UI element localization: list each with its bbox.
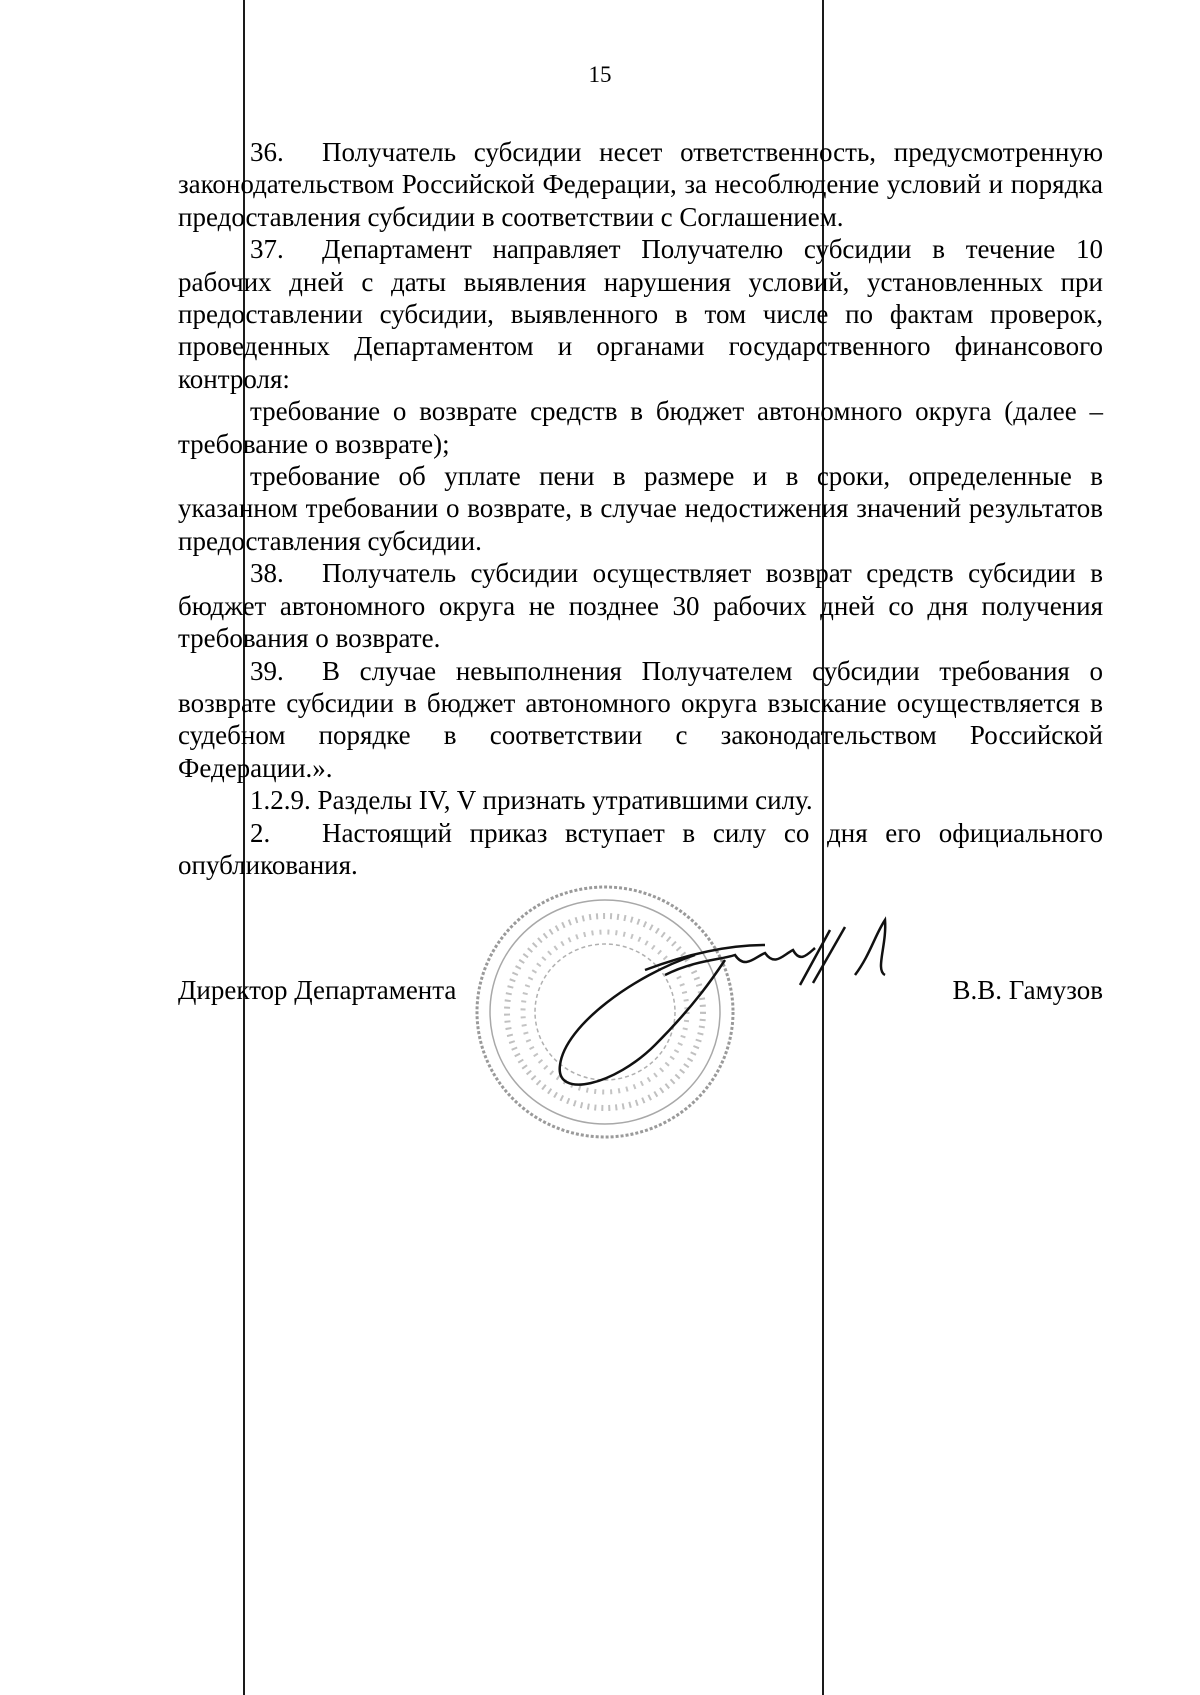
handwritten-signature: [545, 915, 925, 1105]
signatory-position: Директор Департамента: [178, 975, 457, 1005]
page-number: 15: [588, 62, 612, 87]
paragraph-39: [178, 655, 1103, 785]
paragraph-text: требование об уплате пени в размере и в сроки, определенные в указанном требовании о возврате, в случае недостижения значений результатов предоставления субсидии.: [178, 461, 1103, 556]
paragraph-text: Настоящий приказ вступает в силу со дня его официального опубликования.: [178, 817, 1103, 880]
paragraph-number: 2.: [250, 817, 271, 848]
paragraph-1-2-9: [178, 784, 1103, 816]
paragraph-2: [178, 817, 1103, 882]
paragraph-text: Получатель субсидии несет ответственность, предусмотренную законодательством Российской Федерации, за несоблюдение условий и порядка предоставления субсидии в соответствии с Соглашением.: [178, 137, 1103, 232]
paragraph-number: 38.: [250, 558, 284, 589]
paragraph-penalty-demand: [178, 460, 1103, 557]
document-body: [178, 136, 1103, 881]
paragraph-return-demand: [178, 395, 1103, 460]
paragraph-text: В случае невыполнения Получателем субсидии требования о возврате субсидии в бюджет автономного округа взыскание осуществляется в судебном порядке в соответствии с законодательством Российской Федерации.».: [178, 655, 1103, 783]
paragraph-text: Департамент направляет Получателю субсидии в течение 10 рабочих дней с даты выявления нарушения условий, установленных при предоставлении субсидии, выявленного в том числе по фактам проверок, проведенных Департаментом и органами государственного финансового контроля:: [178, 234, 1103, 394]
paragraph-number: 39.: [250, 655, 284, 686]
paragraph-number: 37.: [250, 234, 284, 265]
paragraph-text: требование о возврате средств в бюджет автономного округа (далее – требование о возврате);: [178, 396, 1103, 459]
paragraph-36: [178, 136, 1103, 233]
paragraph-38: [178, 557, 1103, 654]
paragraph-number: 36.: [250, 137, 284, 167]
paragraph-text: 1.2.9. Разделы IV, V признать утратившими силу.: [250, 785, 813, 816]
paragraph-text: Получатель субсидии осуществляет возврат средств субсидии в бюджет автономного округа не позднее 30 рабочих дней со дня получения требования о возврате.: [178, 558, 1103, 654]
signatory-name: В.В. Гамузов: [952, 975, 1103, 1005]
paragraph-37: [178, 233, 1103, 395]
